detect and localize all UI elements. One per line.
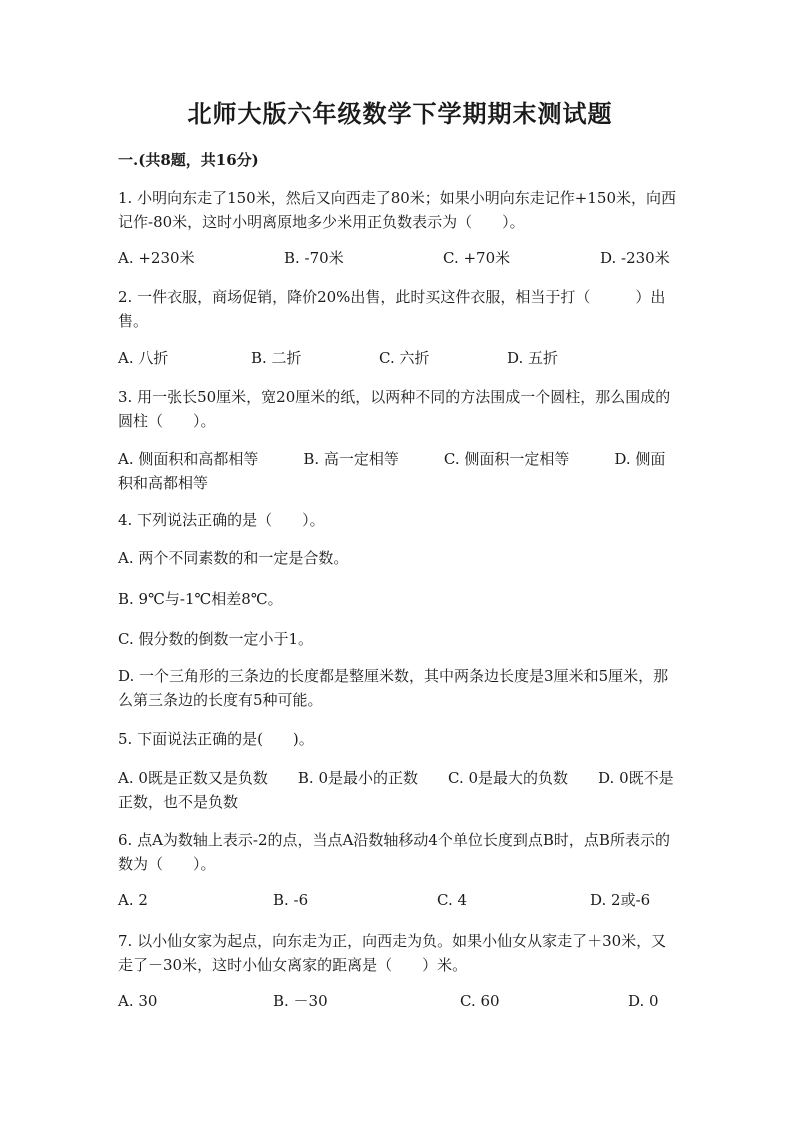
q1-option-a: A. +230米: [118, 249, 195, 267]
q7-option-b: B. －30: [273, 992, 328, 1010]
q7-option-a: A. 30: [118, 992, 158, 1010]
q2-option-c: C. 六折: [379, 349, 430, 367]
q6-option-a: A. 2: [118, 891, 148, 909]
question-3-stem: 3. 用一张长50厘米，宽20厘米的纸，以两种不同的方法围成一个圆柱，那么围成的圆柱（ ）。: [118, 388, 671, 430]
question-2-options: [118, 346, 678, 370]
q4-option-a: A. 两个不同素数的和一定是合数。: [118, 549, 349, 567]
question-1-options: [118, 246, 678, 270]
q1-option-d: D. -230米: [600, 249, 670, 267]
question-5-stem: 5. 下面说法正确的是( )。: [118, 730, 314, 748]
q6-option-b: B. -6: [273, 891, 309, 909]
question-7-stem: 7. 以小仙女家为起点，向东走为正，向西走为负。如果小仙女从家走了＋30米，又走了－30米，这时小仙女离家的距离是（ ）米。: [118, 932, 667, 974]
q7-option-d: D. 0: [628, 992, 659, 1010]
question-2-stem: 2. 一件衣服，商场促销，降价20%出售，此时买这件衣服，相当于打（ ）出售。: [118, 288, 666, 330]
question-7-options: [118, 989, 678, 1013]
section-heading: 一.(共8题，共16分): [118, 151, 259, 169]
question-5-options: A. 0既是正数又是负数 B. 0是最小的正数 C. 0是最大的负数 D. 0既不是正数，也不是负数: [118, 769, 674, 811]
question-6-options: [118, 888, 678, 912]
page-title: 北师大版六年级数学下学期期末测试题: [187, 99, 613, 128]
question-4-stem: 4. 下列说法正确的是（ ）。: [118, 511, 325, 529]
question-1-stem: 1. 小明向东走了150米，然后又向西走了80米；如果小明向东走记作+150米，向西记作-80米，这时小明离原地多少米用正负数表示为（ ）。: [118, 189, 676, 231]
q4-option-c: C. 假分数的倒数一定小于1。: [118, 630, 314, 648]
q6-option-d: D. 2或-6: [590, 891, 651, 909]
q2-option-b: B. 二折: [251, 349, 302, 367]
question-3-options: A. 侧面积和高都相等 B. 高一定相等 C. 侧面积一定相等 D. 侧面积和高都相等: [118, 450, 666, 492]
question-6-stem: 6. 点A为数轴上表示-2的点，当点A沿数轴移动4个单位长度到点B时，点B所表示的数为（ ）。: [118, 831, 670, 873]
q2-option-d: D. 五折: [507, 349, 559, 367]
q7-option-c: C. 60: [460, 992, 500, 1010]
q1-option-b: B. -70米: [284, 249, 344, 267]
q6-option-c: C. 4: [437, 891, 468, 909]
q2-option-a: A. 八折: [118, 349, 169, 367]
q4-option-b: B. 9℃与-1℃相差8℃。: [118, 590, 283, 608]
q4-option-d: D. 一个三角形的三条边的长度都是整厘米数，其中两条边长度是3厘米和5厘米，那么第三条边的长度有5种可能。: [118, 667, 669, 709]
q1-option-c: C. +70米: [443, 249, 511, 267]
